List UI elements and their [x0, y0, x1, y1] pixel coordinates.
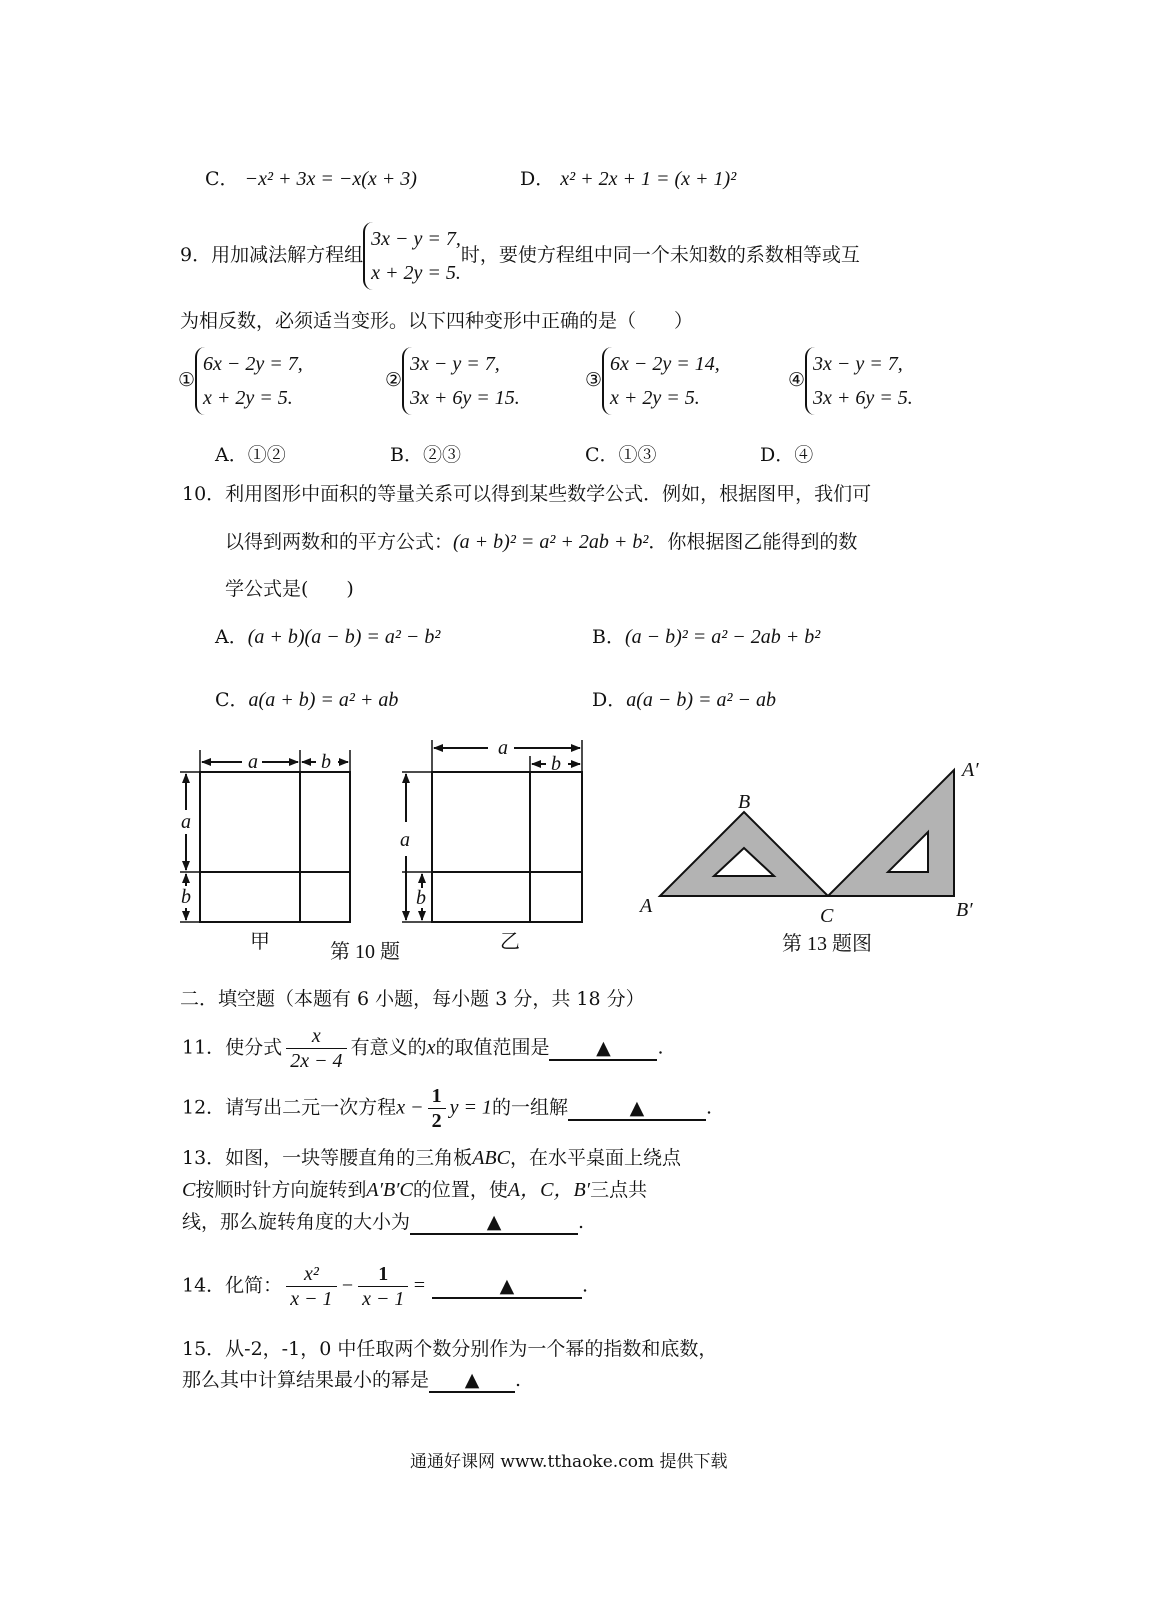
jia-label-a-top: a	[248, 751, 258, 773]
q9-variant-line1: 3x − y = 7,	[813, 353, 903, 375]
q9-line2: 为相反数，必须适当变形。以下四种变形中正确的是（ ）	[180, 310, 694, 332]
q14-answer-blank[interactable]: ▲	[432, 1275, 582, 1299]
triangle-a2b2c	[828, 770, 954, 896]
q13-points: A，C，B′	[507, 1179, 591, 1201]
q11-answer-blank[interactable]: ▲	[549, 1037, 657, 1061]
q15-line2	[182, 1368, 521, 1393]
q10-option-label: B．	[592, 626, 625, 648]
q10-line2-prefix: 以得到两数和的平方公式：	[225, 531, 454, 553]
q9-variant-line2: x + 2y = 5.	[610, 387, 700, 409]
q10-line3: 学公式是( )	[225, 578, 354, 600]
q9-option-b: B．②③	[390, 444, 461, 466]
q12-prefix: 12．请写出二元一次方程	[182, 1096, 397, 1119]
q9-variant-3	[585, 347, 720, 415]
jia-caption: 甲	[250, 931, 270, 953]
point-b-label: B	[738, 791, 751, 813]
q11-suffix: 的取值范围是	[435, 1036, 550, 1059]
q11-prefix: 11．使分式	[182, 1036, 283, 1059]
figures-area	[170, 730, 1030, 970]
q9-variant-4	[788, 347, 913, 415]
q13-triangle-abc: ABC	[472, 1147, 510, 1169]
yi-caption: 乙	[500, 931, 520, 953]
q10-option-formula: (a − b)² = a² − 2ab + b²	[624, 626, 821, 648]
q11	[182, 1024, 664, 1073]
q13-end: .	[578, 1211, 585, 1233]
figure-10-caption: 第 10 题	[330, 941, 400, 963]
q15-end: .	[515, 1369, 522, 1391]
q9-prefix: 9．用加减法解方程组	[180, 244, 364, 266]
yi-label-a-side: a	[400, 829, 410, 851]
yi-label-b-top: b	[551, 753, 561, 775]
q10-option-formula: a(a − b) = a² − ab	[626, 689, 777, 711]
q14-fraction-2-denominator: x − 1	[362, 1288, 405, 1310]
q10-option-label: A．	[215, 626, 248, 648]
yi-outer-square	[432, 772, 582, 922]
q10-option-a	[215, 625, 440, 649]
yi-label-b-side: b	[416, 887, 426, 909]
q13-line3	[182, 1210, 584, 1235]
q9-variant-mark: ④	[788, 369, 806, 391]
q9-variant-line1: 3x − y = 7,	[410, 353, 500, 375]
q9-variant-line1: 6x − 2y = 14,	[610, 353, 720, 375]
q12-fraction	[428, 1084, 446, 1133]
q15-line2-prefix: 那么其中计算结果最小的幂是	[182, 1369, 430, 1391]
q12	[182, 1084, 712, 1133]
q14-fraction-2	[358, 1262, 408, 1311]
q9-option-d: D．④	[760, 444, 814, 466]
q9-equation-system	[363, 222, 461, 290]
q11-fraction-numerator: x	[286, 1024, 346, 1049]
q10-option-label: D．	[592, 689, 627, 711]
q14-prefix: 14．化简：	[182, 1274, 283, 1297]
triangle-abc	[660, 812, 828, 896]
q13-line2-end: 三点共	[590, 1179, 648, 1201]
q9-variant-mark: ①	[178, 369, 196, 391]
q11-fraction	[286, 1024, 346, 1073]
q12-eq-right: y = 1	[449, 1096, 492, 1119]
q14-equals: =	[412, 1274, 426, 1297]
figure-jia	[180, 750, 350, 922]
q13-line3-prefix: 线，那么旋转角度的大小为	[182, 1211, 411, 1233]
q10-option-formula: (a + b)(a − b) = a² − b²	[247, 626, 441, 648]
q15-line1: 15．从-2，-1，0 中任取两个数分别作为一个幂的指数和底数，	[182, 1338, 718, 1360]
q11-variable: x	[426, 1036, 436, 1059]
q9-variant-mark: ③	[585, 369, 603, 391]
point-a-prime-label: A′	[962, 759, 979, 781]
q12-eq-left: x −	[396, 1096, 424, 1119]
q12-fraction-denominator: 2	[431, 1110, 442, 1132]
q9-variant-mark: ②	[385, 369, 403, 391]
q9-variant-system	[402, 347, 520, 415]
q14-end: .	[581, 1274, 588, 1297]
q13-line1-prefix: 13．如图，一块等腰直角的三角板	[182, 1147, 473, 1169]
q8-option-c	[205, 167, 417, 191]
figure-13-caption: 第 13 题图	[782, 933, 872, 955]
q9-option-a: A．①②	[215, 444, 286, 466]
q10-option-d	[592, 688, 776, 712]
q8-option-d	[520, 167, 736, 191]
q9-variant-system	[195, 347, 303, 415]
q12-suffix: 的一组解	[491, 1096, 568, 1119]
q8-d-expression: x² + 2x + 1 = (x + 1)²	[560, 168, 737, 190]
q9-option-c: C．①③	[585, 444, 657, 466]
q10-line2-suffix: ．你根据图乙能得到的数	[648, 531, 858, 553]
q11-fraction-denominator: 2x − 4	[290, 1050, 343, 1072]
page-footer: 通通好课网 www.tthaoke.com 提供下载	[410, 1452, 728, 1472]
q9-sys-line2: x + 2y = 5.	[371, 262, 461, 284]
q9-variant-system	[602, 347, 720, 415]
q9-variant-line2: 3x + 6y = 15.	[410, 387, 520, 409]
q12-end: .	[705, 1096, 712, 1119]
q9-variant-line2: 3x + 6y = 5.	[813, 387, 913, 409]
q8-d-label: D．	[520, 168, 555, 190]
q8-c-expression: −x² + 3x = −x(x + 3)	[244, 168, 417, 190]
jia-label-b-top: b	[321, 751, 331, 773]
q9-sys-line1: 3x − y = 7,	[371, 228, 461, 250]
q12-answer-blank[interactable]: ▲	[568, 1097, 706, 1121]
jia-label-b-side: b	[181, 886, 191, 908]
q10-option-c	[215, 688, 398, 712]
point-c-label: C	[820, 905, 834, 927]
q10-option-b	[592, 625, 820, 649]
q9-variant-line1: 6x − 2y = 7,	[203, 353, 303, 375]
q13-line2	[182, 1178, 647, 1202]
q15-answer-blank[interactable]: ▲	[429, 1369, 515, 1393]
q9-suffix: 时，要使方程组中同一个未知数的系数相等或互	[460, 244, 860, 266]
jia-label-a-side: a	[181, 811, 191, 833]
q13-answer-blank[interactable]: ▲	[410, 1211, 578, 1235]
q14-fraction-2-numerator: 1	[358, 1262, 408, 1287]
figure-13	[660, 770, 954, 896]
q14-fraction-1-denominator: x − 1	[290, 1288, 333, 1310]
q13-line1	[182, 1146, 681, 1170]
q13-point-c: C	[182, 1179, 196, 1201]
q10-line1: 10．利用图形中面积的等量关系可以得到某些数学公式．例如，根据图甲，我们可	[182, 483, 872, 505]
q14-fraction-1-numerator: x²	[286, 1262, 336, 1287]
q14-minus: −	[340, 1274, 355, 1297]
q10-option-label: C．	[215, 689, 249, 711]
point-b-prime-label: B′	[956, 899, 973, 921]
q14-fraction-1	[286, 1262, 336, 1311]
q8-c-label: C．	[205, 168, 239, 190]
q13-triangle-a2b2c: A′B′C	[366, 1179, 413, 1201]
q9-stem	[180, 222, 860, 290]
q10-option-formula: a(a + b) = a² + ab	[248, 689, 399, 711]
q10-line2	[225, 530, 857, 554]
q11-end: .	[657, 1036, 664, 1059]
q13-line1-suffix: ，在水平桌面上绕点	[509, 1147, 681, 1169]
q10-square-formula: (a + b)² = a² + 2ab + b²	[453, 531, 649, 553]
q13-line2-b: 的位置，使	[412, 1179, 508, 1201]
q9-variant-system	[805, 347, 913, 415]
jia-outer-square	[200, 772, 350, 922]
q14	[182, 1262, 588, 1311]
point-a-label: A	[640, 895, 653, 917]
q12-fraction-numerator: 1	[428, 1084, 446, 1109]
section2-heading: 二．填空题（本题有 6 小题，每小题 3 分，共 18 分）	[180, 988, 645, 1010]
q13-line2-a: 按顺时针方向旋转到	[195, 1179, 367, 1201]
q9-variant-line2: x + 2y = 5.	[203, 387, 293, 409]
q11-mid: 有意义的	[350, 1036, 427, 1059]
yi-label-a-top: a	[498, 737, 508, 759]
q9-variant-1	[178, 347, 303, 415]
q9-variant-2	[385, 347, 520, 415]
